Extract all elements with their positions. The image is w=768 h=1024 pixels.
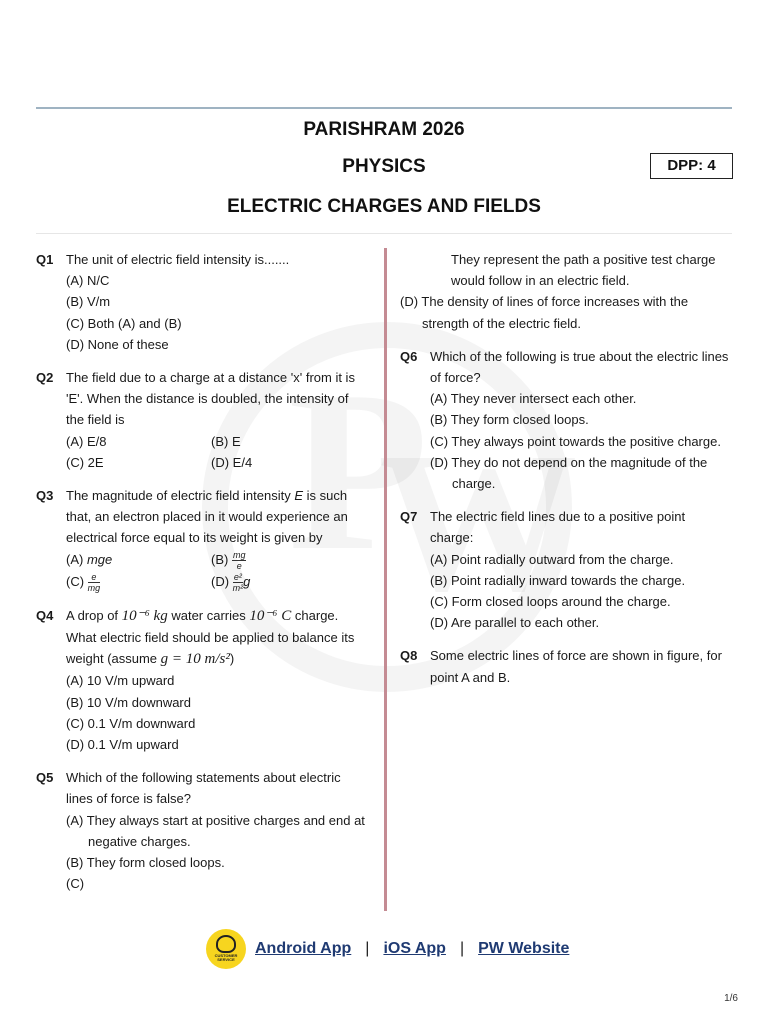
batch-title: PARISHRAM 2026 — [303, 119, 465, 140]
option-b: (B) Point radially inward towards the charge. — [430, 572, 686, 588]
option-d: (D) 0.1 V/m upward — [66, 736, 179, 752]
question-number: Q4 — [36, 607, 54, 623]
question-text: The magnitude of electric field intensity E is such that, an electron placed in it would experience an electrical force equal to its weight is given by — [66, 488, 348, 546]
customer-service-icon: CUSTOMER SERVICE — [206, 929, 246, 969]
option-a: (A) 10 V/m upward — [66, 673, 175, 689]
page-number: 1/6 — [724, 993, 738, 1004]
option-d: (D) The density of lines of force increases with the strength of the electric field. — [400, 294, 689, 331]
left-column — [36, 249, 366, 906]
question-1 — [36, 249, 366, 355]
ios-app-link[interactable]: iOS App — [383, 940, 446, 957]
option-c: (C) Form closed loops around the charge. — [430, 594, 671, 610]
right-column — [400, 249, 730, 700]
question-text: The field due to a charge at a distance 'x' from it is 'E'. When the distance is doubled, the intensity of the field is — [66, 370, 355, 428]
question-number: Q8 — [400, 648, 418, 664]
option-b: (B) 10 V/m downward — [66, 694, 191, 710]
question-number: Q5 — [36, 770, 54, 786]
option-b: (B) They form closed loops. — [66, 855, 225, 870]
question-number: Q1 — [36, 252, 54, 267]
android-app-link[interactable]: Android App — [255, 940, 352, 957]
option-c: (C) 0.1 V/m downward — [66, 715, 196, 731]
question-text: The electric field lines due to a positive point charge: — [430, 509, 686, 546]
question-text: A drop of 10⁻⁶ kg water carries 10⁻⁶ C charge. What electric field should be applied to balance its weight (assume g = 10 m/s²) — [66, 607, 355, 668]
separator: | — [365, 940, 370, 957]
question-5 — [36, 767, 366, 894]
question-number: Q6 — [400, 348, 418, 364]
question-6 — [400, 346, 730, 494]
question-text: Which of the following statements about electric lines of force is false? — [66, 770, 341, 807]
question-text: Some electric lines of force are shown in figure, for point A and B. — [430, 648, 722, 685]
option-c: (C) — [66, 876, 85, 892]
question-number: Q7 — [400, 509, 418, 525]
question-7 — [400, 506, 730, 633]
footer-links — [206, 929, 569, 969]
option-a: (A) N/C — [66, 273, 110, 289]
option-c-continued: They represent the path a positive test charge would follow in an electric field. — [451, 252, 716, 289]
dpp-badge: DPP: 4 — [650, 153, 733, 179]
option-b: (B) E — [211, 433, 241, 449]
header-underline — [36, 233, 732, 234]
option-a: (A) E/8 — [66, 433, 107, 449]
chapter-title: ELECTRIC CHARGES AND FIELDS — [227, 196, 541, 217]
subject-title: PHYSICS — [342, 156, 426, 177]
question-4 — [36, 605, 366, 755]
question-number: Q2 — [36, 370, 54, 386]
option-d: (D) $\frac{\text{e²}}{\text{m²}}$ g — [211, 571, 251, 593]
option-d: (D) E/4 — [211, 454, 253, 470]
option-c: (C) 2E — [66, 454, 104, 470]
option-d: (D) They do not depend on the magnitude of the charge. — [430, 454, 708, 492]
question-number: Q3 — [36, 488, 54, 504]
option-a: (A) Point radially outward from the charge. — [430, 551, 674, 567]
option-d: (D) Are parallel to each other. — [430, 615, 600, 631]
question-2 — [36, 367, 366, 473]
option-a: (A) They always start at positive charges and end at negative charges. — [66, 812, 365, 849]
option-d: (D) None of these — [66, 336, 169, 352]
question-5-continued — [400, 249, 730, 334]
option-a: (A) mge — [66, 551, 113, 567]
option-b: (B) They form closed loops. — [430, 412, 589, 428]
option-a: (A) They never intersect each other. — [430, 391, 637, 407]
column-divider — [384, 248, 387, 911]
header-rule — [36, 107, 732, 109]
option-b: (B) V/m — [66, 294, 111, 310]
pw-website-link[interactable]: PW Website — [478, 940, 570, 957]
question-text: The unit of electric field intensity is....... — [66, 252, 290, 267]
option-c: (C) They always point towards the positive charge. — [430, 433, 721, 449]
question-text: Which of the following is true about the electric lines of force? — [430, 348, 729, 386]
separator: | — [459, 940, 465, 957]
question-8 — [400, 645, 730, 687]
question-3 — [36, 485, 366, 593]
option-c: (C) $\frac{e}{mg}$ — [66, 571, 101, 593]
option-b: (B) $\frac{mg}{e}$ — [211, 549, 246, 571]
option-c: (C) Both (A) and (B) — [66, 315, 182, 331]
